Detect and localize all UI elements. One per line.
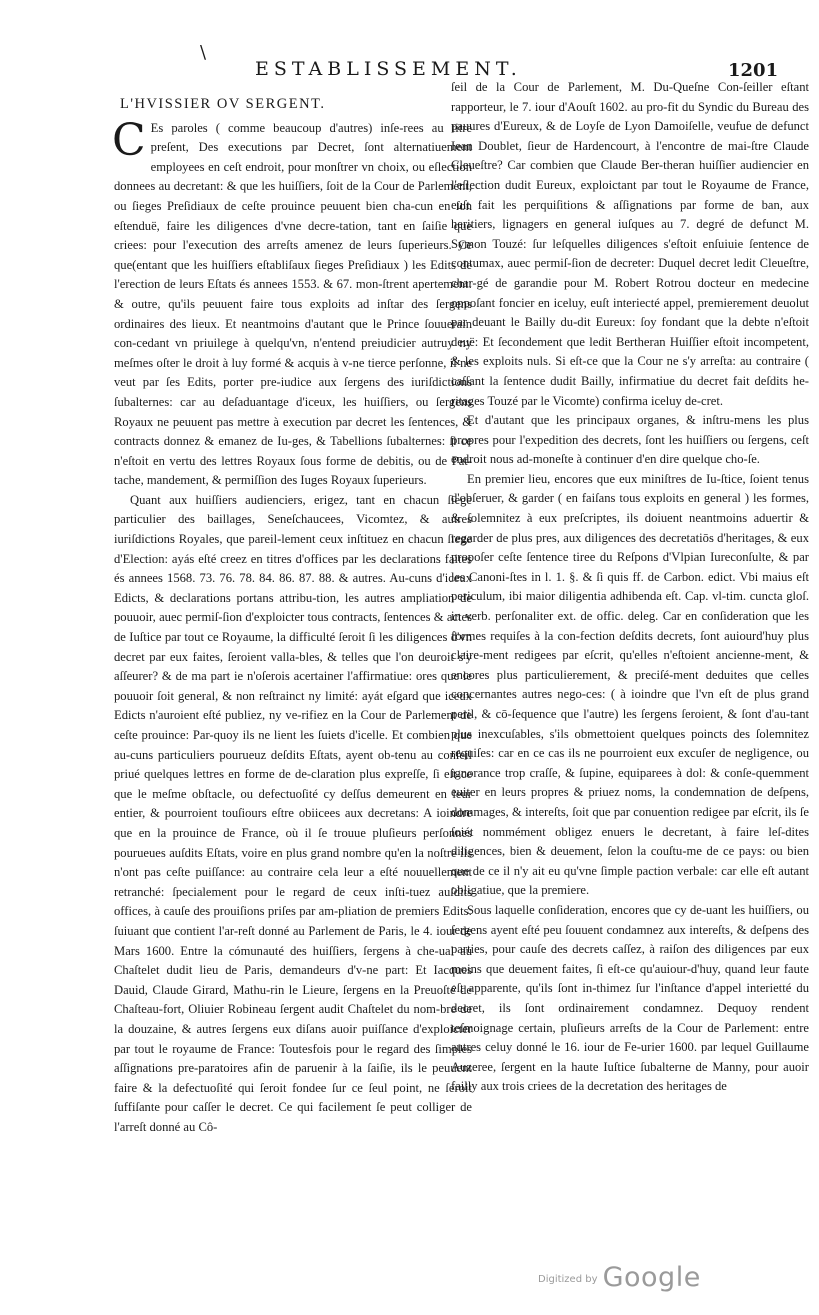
left-column [114,90,472,1137]
page-number: 1201 [728,60,779,81]
right-column [451,78,809,1097]
paragraph [112,114,472,491]
paragraph: ſeil de la Cour de Parlement, M. Du-Queſne Con-ſeiller eſtant rapporteur, le 7. iour d'Aouſt 1602. au pro-fit du Syndic du Bureau des pauures d'Eureux, & de Loyſe de Lyon Damoiſelle, veufue de defunct Iean Doublet, ſieur de Hardencourt, à l'encontre de mai-ſtre Claude Cleueſtre? Car combien que Claude Ber-theran huiſſier audiencier en l'eſlection dudit Eureux, exploictant par tout le Royaume de France, euſt fait les perquiſitions & aſſignations par forme de ban, aux heritiers, lignagers en general iuſques au 7. degré de defunct M. Symon Touzé: ſur leſquelles diligences s'eſtoit enſuiuie ſentence de contumax, auec permiſ-ſion de decreter: Duquel decret ledit Cleueſtre, char-gé de garandie pour M. Robert Rotrou docteur en medecine oppoſant foncier en iceluy, euſt interiecté appel, premierement deuolut par deuant le Bailly du-dit Eureux: ſoy fondant que la debte n'eſtoit deuë: Et ſecondement que ledit Bertheran Huiſſier eſtoit incompetent, & les exploits nuls. Si eſt-ce que la Cour ne s'y arreſta: au contraire ( caſſant la ſentence dudit Bailly, infirmatiue du decret fait deſdits he-ritages Touzé par le Vicomte) confirma iceluy de-cret. [451,80,809,408]
paragraph: Et d'autant que les principaux organes, & inſtru-mens les plus propres pour l'expedition des decrets, ſont les huiſſiers ou ſergens, ceſt endroit nous ad-moneſte à continuer d'en dire quelque cho-ſe. [451,413,809,467]
drop-cap: C [112,114,146,166]
section-title: L'HVISSIER OV SERGENT. [120,96,326,112]
paragraph: Sous laquelle conſideration, encores que cy de-uant les huiſſiers, ou ſergens ayent eſté peu ſouuent condamnez aux intereſts, & deſpens des parties, pour cauſe des decrets caſſez, à raiſon des diligences par eux moins que deuement faites, ſi eſt-ce qu'auiour-d'huy, quand leur faute eſt apparente, qu'ils ſont in-thimez ſur l'inſtance d'appel interietté du decret, ils ſont ordinairement condamnez. Dequoy rendent teſmoignage certain, pluſieurs arreſts de la Cour de Parlement: entre autres celuy donné le 16. iour de Fe-urier 1600. par lequel Guillaume Auzeree, ſergent en la haute Iuſtice ſubalterne de Manny, pour auoir failly aux trois criees de la decretation des heritages de [451,902,809,1094]
paragraph-text: Es paroles ( comme beaucoup d'autres) inſe-rees au titre preſent, Des executions par Decret, ſont alternatiuement employees en ceſt endroit, pour monſtrer vn choix, ou eſlection donnees au decretant: & que les huiſſiers, ſoit de la Cour de Parlement, ou ſieges Preſidiaux de ceſte prouince peuuent bien cha-cun en ſon eſtenduë, faire les diligences d'vne decre-tation, tant en ſaiſie que criees: pour l'execution des arreſts amenez de leurs ſuperieurs. Ce que(entant que les huiſſiers eſtabliſaux ſieges Preſidiaux ) les Edits de l'erection de leurs Eſtats és annees 1553. & 67. mon-ſtrent apertement: & outre, qu'ils peuuent faire tous exploits ad inſtar des ſergens ordinaires des lieux. Et neantmoins d'autant que le Prince ſouuerain con-cedant vn priuilege à quelqu'vn, n'entend preiudicier autruy ny meſmes oſter le droit à luy formé & acquis à v-ne tierce perſonne, il ne veut par ſes Edits, porter pre-iudice aux ſergens des iuriſdictions ſubalternes: car au deſaduantage d'iceux, les huiſſiers, ou ſergens Royaux ne peuuent pas mettre à execution par decret les ſentences, & contracts donnez & emanez de Iu-ges, & Tabellions ſubalternes: ſi ce n'eſtoit en vertu des lettres Royaux ſous forme de debitis, ou de Pat-tache, mandement, & permiſſion des Iuges Royaux ſuperieurs. [114,120,472,488]
ink-mark: \ [200,42,207,63]
digitized-by-google-watermark [538,1262,701,1293]
digitized-by-label: Digitized by [538,1274,598,1285]
paragraph: En premier lieu, encores que eux miniſtres de Iu-ſtice, ſoient tenus d'obſeruer, & garder ( en faiſans tous exploits en general ) les formes, & ſolemnitez à eux preſcriptes, ils doiuent neantmoins aduertir & regarder de plus pres, aux diligences des decretatiōs d'heritages, & eux propoſer ceſte ſentence tiree du Reſpons d'Vlpian Iureconſulte, & par les Canoni-ſtes in l. 1. §. & ſi quis ff. de Carbon. edict. Vbi maius eſt periculum, ibi maior diligentia adhibenda eſt. Cap. vl-tim. cuncta gloſ. in verb. perſonaliter ext. de offic. deleg. Car en conſideration que les formes requiſes à la con-fection deſdits decrets, ſont auiourd'huy plus claire-ment redigees par eſcrit, qu'elles n'eſtoient ancienne-ment, & encores plus particulierement, & preciſé-ment deduites que celles concernantes autres nego-ces: ( à ioindre que l'vn eſt de plus grand peril, & cō-ſequence que l'autre) les ſergens ſeroient, & ſont d'au-tant plus inexcuſables, s'ils obmettoient quelques poincts des ſolemnitez requiſes: car en ce cas ils ne pourroient eux excuſer de negligence, ou ignorance trop craſſe, & ſupine, equiparees à dol: & conſe-quemment euiter en leurs propres & priuez noms, la condemnation de deſpens, dommages, & intereſts, ſoit que par conuention redigee par eſcrit, ils ſe ſoiét nommément obligez enuers le decretant, à faire leſ-dites diligences, bien & deuement, ſelon la couſtu-me de ce pays: ou bien que de ce il n'y ait eu qu'vne ſimple paction verbale: car elle eſt autant obligatiue, que la premiere. [451,471,809,898]
paragraph: Quant aux huiſſiers audienciers, erigez, tant en chacun ſiege particulier des baillages, Seneſchaucees, Vicomtez, & autres iuriſdictions Royales, que pareil-lement ceux inſtituez en chacun ſiege d'Election: ayás eſté creez en titres d'offices par les declarations faites és annees 1568. 73. 76. 78. 84. 86. 87. 88. & autres. Au-cuns d'iceux Edicts, & declarations portans attribu-tion, les autres ampliation de pouuoir, auec permiſ-ſion d'exploicter tous contracts, ſentences & actes de Iuſtice par tout ce Royaume, la difficulté ſeroit ſi les diligences d'vn decret par eux faites, ſeroient valla-bles, & telles que l'on deuroit s'y aſſeurer? & de ma part ie n'oſerois acertainer l'affirmatiue: ores que le pouuoir ſoit general, & non reſtrainct ny limité: ayát eſgard que iceux Edicts n'auroient eſté publiez, ny ve-rifiez en la Cour de Parlement de ceſte prouince: Par-quoy ils ne lient les ſuiets d'icelle. Et combien que au-cuns particuliers pourueuz deſdits Eſtats, ayent ob-tenu au conſeil priué quelques lettres en forme de de-claration plus expreſſe, ſi eſt-ce que le meſme obſtacle, ou defectuoſité cy deſſus demeurent en leur entier, & pourroient touſiours eſtre obiicees aux decretans: A ioindre que en la prouince de France, où il ſe trouue pluſieurs perſonnes pourueues auſdits Eſtats, voire en plus grand nombre qu'en la noſtre ils n'ont pas ceſte puiſſance: au contraire cela leur a eſté nouuellement retranché: ſpecialement pour le regard de ceux inſti-tuez auſdits offices, à cauſe des prouiſions priſes par am-pliation de premiers Edits: ſuiuant que contient l'ar-reſt donné au Parlement de Paris, le 4. iour de Mars 1600. Entre la cómunauté des huiſſiers, ſergens à che-ual au Chaſtelet dudit lieu de Paris, demandeurs d'v-ne part: Et Iacques Dauid, Claude Girard, Mathu-rin le Lieure, ſergens en la Preuoſté de Chaſteau-fort, Oliuier Robineau ſergent audit Chaſtelet du nom-bre de la douzaine, & autres ſergens eux diſans auoir puiſſance d'exploicter par tout le royaume de France: Toutesfois pour le regard des ſimples aſſignations pre-paratoires afin de paruenir à la ſaiſie, ils le peuuent faire & la defectuoſité qui ſeroit fondee ſur ce ſeul point, ne ſeroit ſuffiſante pour caſſer le decret. Ce qui facilement ſe peut colliger de l'arreſt donné au Cô- [114,492,472,1134]
running-head: ESTABLISSEMENT. [255,58,522,80]
google-wordmark: Google [602,1262,701,1293]
